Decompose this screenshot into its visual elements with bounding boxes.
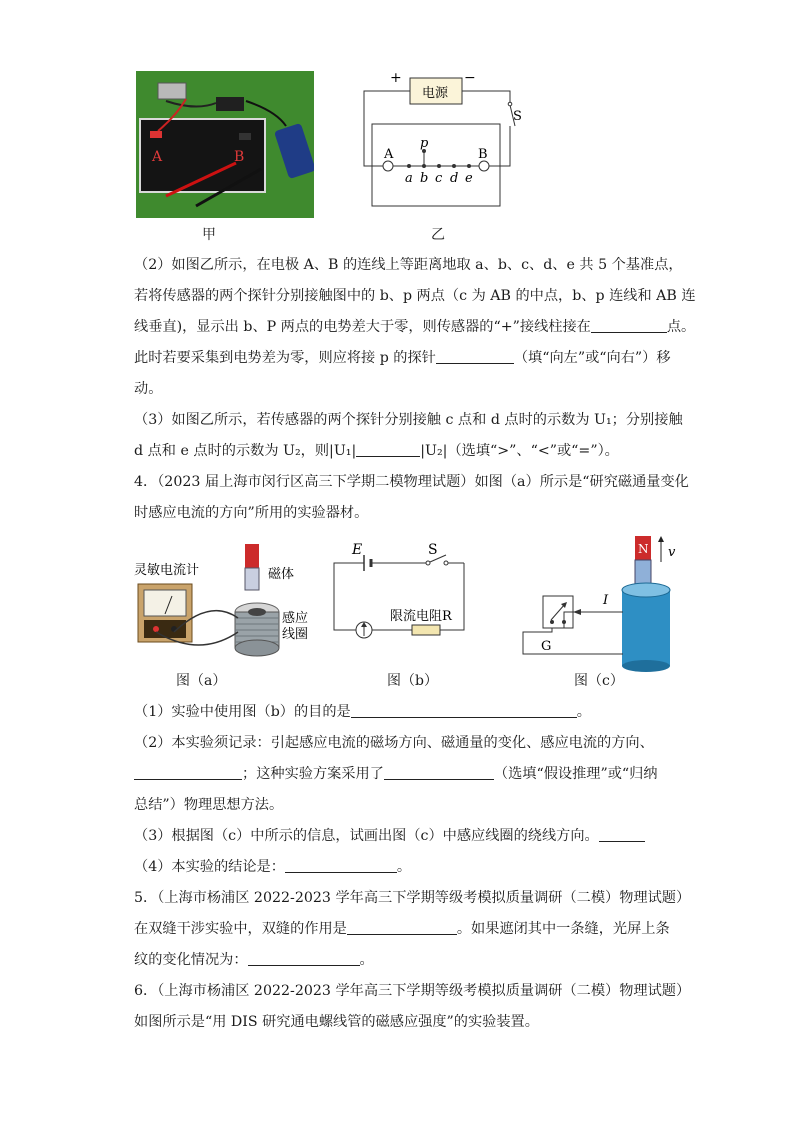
source-label: 电源 [422, 86, 449, 101]
photo-label-b: B [234, 149, 245, 165]
q3-part3-line2 [134, 441, 619, 461]
point-e: e [465, 171, 473, 186]
point-p: p [420, 136, 429, 151]
q4-part2-hint: （选填“假设推理”或“归纳 [493, 766, 658, 782]
current-i: I [603, 593, 609, 608]
q5-line3 [134, 950, 374, 970]
photo-apparatus [136, 71, 314, 218]
q3-part2-line2: 若将传感器的两个探针分别接触图中的 b、p 两点（c 为 AB 的中点，b、p 连线和 AB 连 [134, 288, 696, 304]
answer-blank-purpose[interactable] [351, 703, 577, 718]
electrode-a: A [384, 147, 394, 162]
answer-blank-record[interactable] [134, 765, 242, 780]
magnet-n: N [638, 542, 649, 556]
point-b: b [420, 171, 429, 186]
point-d: d [450, 171, 459, 186]
point-c: c [435, 171, 443, 186]
q5-text-end: 。 [359, 952, 374, 968]
q3-part2-text-end: 点。 [666, 319, 696, 335]
q3-part2-probe-hint: （填“向左”或“向右”）移 [513, 350, 671, 366]
figure-b-circuit [328, 538, 478, 653]
galvanometer-g: G [541, 639, 552, 654]
point-a: a [405, 171, 413, 186]
q4-title-line2: 时感应电流的方向”所用的实验器材。 [134, 505, 369, 521]
photo-caption: 甲 [202, 227, 216, 243]
emf-label: E [352, 542, 363, 558]
figure-c-setup [515, 532, 690, 672]
source-minus: − [464, 70, 476, 86]
q4-part2-line1: （2）本实验须记录：引起感应电流的磁场方向、磁通量的变化、感应电流的方向、 [134, 735, 654, 751]
resistor-label: 限流电阻R [390, 609, 452, 624]
q4-part2-line2 [134, 764, 658, 784]
magnet-label: 磁体 [268, 567, 295, 582]
switch-s-label: S [428, 542, 438, 558]
q3-part2-line5: 动。 [134, 381, 163, 397]
circuit-caption: 乙 [431, 227, 445, 243]
figure-c-caption: 图（c） [574, 673, 624, 689]
q4-part1-end: 。 [576, 704, 591, 720]
electrode-b: B [478, 147, 488, 162]
answer-blank-terminal[interactable] [591, 318, 667, 333]
q4-part2-text: ；这种实验方案采用了 [242, 766, 384, 782]
coil-label-1: 感应 [282, 611, 309, 626]
q4-part4-text: （4）本实验的结论是： [134, 859, 285, 875]
q4-part2-line3: 总结”）物理思想方法。 [134, 797, 284, 813]
q5-text-2: 。如果遮闭其中一条缝，光屏上条 [456, 921, 670, 937]
q3-part3-line1: （3）如图乙所示，若传感器的两个探针分别接触 c 点和 d 点时的示数为 U₁；分别接触 [134, 412, 683, 428]
photo-label-a: A [152, 149, 163, 165]
velocity-v: v [668, 545, 676, 560]
answer-blank-winding[interactable] [599, 827, 645, 842]
q4-part4-end: 。 [396, 859, 412, 875]
q3-part3-text: d 点和 e 点时的示数为 U₂，则|U₁| [134, 443, 357, 459]
switch-label: S [513, 109, 522, 124]
q3-part2-text: 线垂直)，显示出 b、P 两点的电势差大于零，则传感器的“+”接线柱接在 [134, 319, 591, 335]
answer-blank-compare[interactable] [356, 442, 420, 457]
q3-part2-line4 [134, 348, 671, 368]
q5-text-3: 纹的变化情况为： [134, 952, 248, 968]
q3-part2-line1: （2）如图乙所示，在电极 A、B 的连线上等距离地取 a、b、c、d、e 共 5 个基准点， [134, 257, 683, 273]
answer-blank-conclusion[interactable] [285, 858, 397, 873]
figure-b-caption: 图（b） [387, 673, 438, 689]
q3-part3-text-end: |U₂|（选填“>”、“<”或“=”）。 [420, 443, 619, 459]
q6-title: 6．（上海市杨浦区 2022-2023 学年高三下学期等级考模拟质量调研（二模）物理试题） [134, 983, 691, 999]
figure-a-caption: 图（a） [176, 673, 227, 689]
circuit-diagram-yi [360, 68, 530, 213]
q4-part3 [134, 826, 645, 846]
answer-blank-probe-direction[interactable] [436, 349, 514, 364]
source-plus: + [390, 70, 402, 86]
q6-line2: 如图所示是“用 DIS 研究通电螺线管的磁感应强度”的实验装置。 [134, 1014, 539, 1030]
q5-line2 [134, 919, 670, 939]
q4-title-line1: 4．（2023 届上海市闵行区高三下学期二模物理试题）如图（a）所示是“研究磁通量变化 [134, 474, 689, 490]
q5-title: 5．（上海市杨浦区 2022-2023 学年高三下学期等级考模拟质量调研（二模）物理试题） [134, 890, 691, 906]
q5-text: 在双缝干涉实验中，双缝的作用是 [134, 921, 347, 937]
q3-part2-probe-text: 此时若要采集到电势差为零，则应将接 p 的探针 [134, 350, 436, 366]
answer-blank-slit-role[interactable] [347, 920, 457, 935]
answer-blank-fringe-change[interactable] [248, 951, 360, 966]
galvanometer-label: 灵敏电流计 [134, 563, 200, 578]
q3-part2-line3 [134, 317, 695, 337]
coil-label-2: 线圈 [282, 627, 309, 642]
q4-part1-text: （1）实验中使用图（b）的目的是 [134, 704, 351, 720]
answer-blank-method[interactable] [384, 765, 494, 780]
q4-part1 [134, 702, 591, 722]
figure-a-apparatus [130, 538, 320, 688]
q4-part3-text: （3）根据图（c）中所示的信息，试画出图（c）中感应线圈的绕线方向。 [134, 828, 599, 844]
q4-part4 [134, 857, 411, 877]
